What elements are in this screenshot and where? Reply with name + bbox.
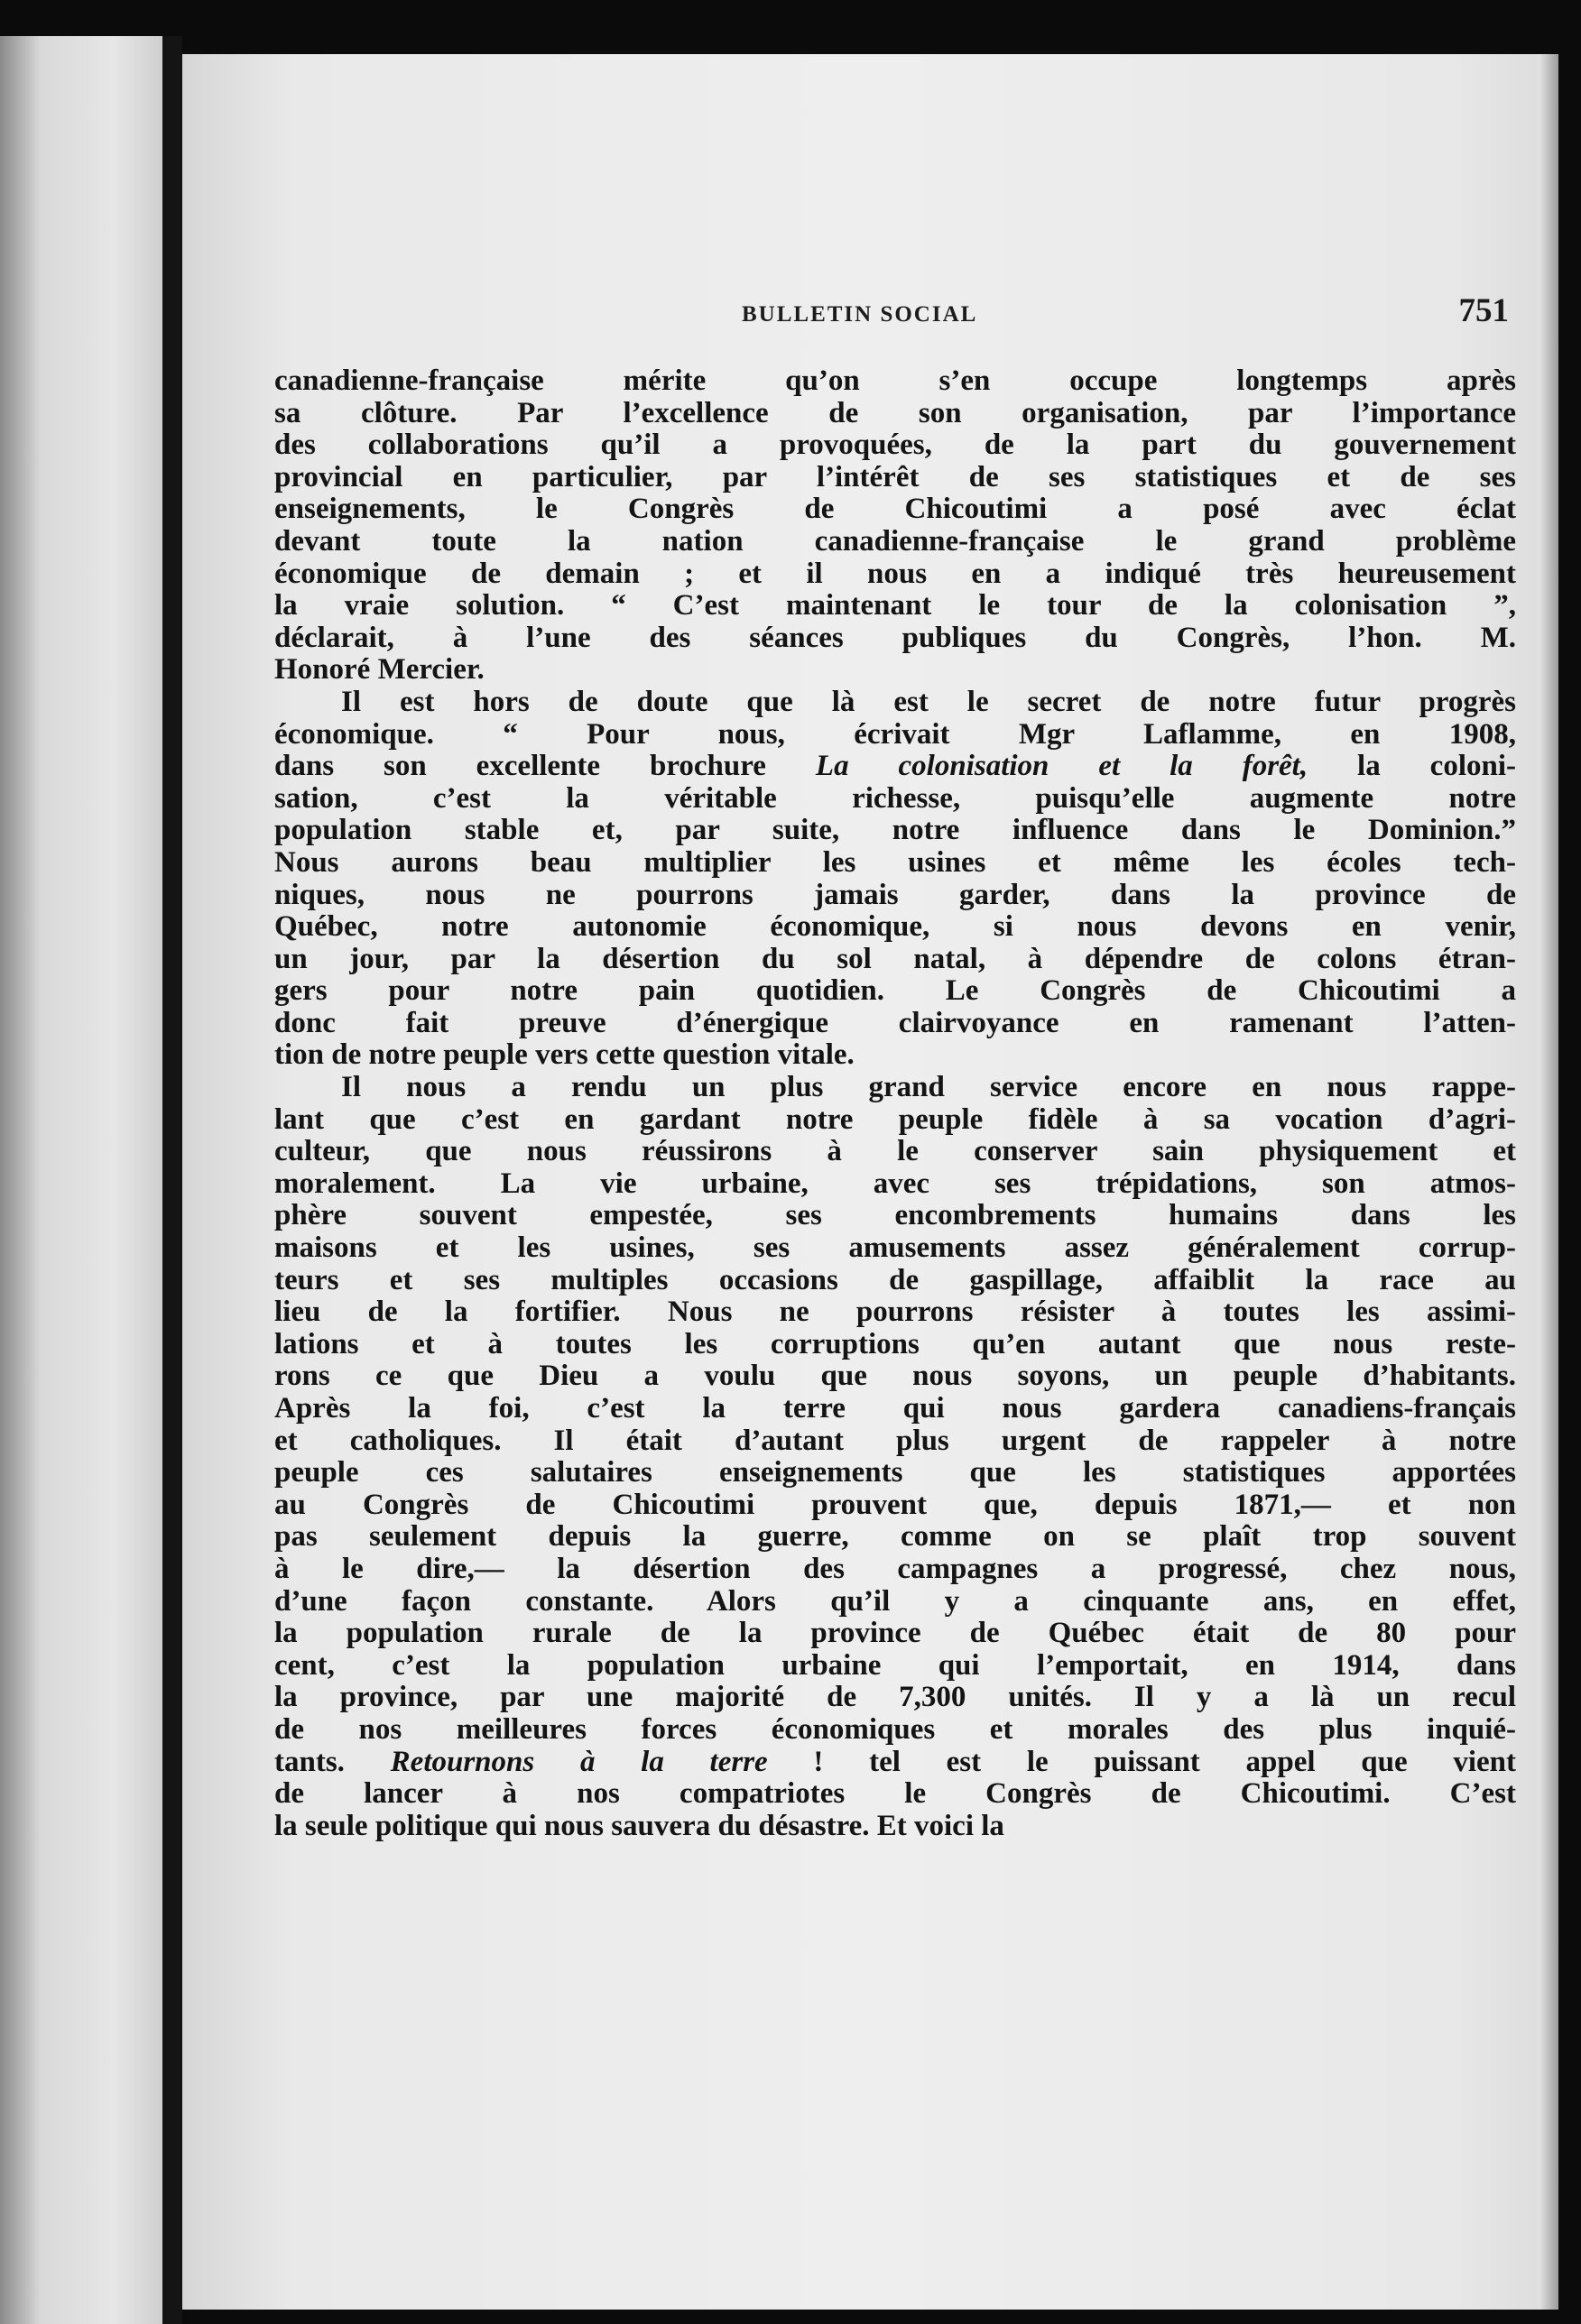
text-line: devant toute la nation canadienne-française le grand problème [274, 525, 1516, 558]
body-text [274, 365, 1516, 1842]
text-line: canadienne-française mérite qu’on s’en occupe longtemps après [274, 365, 1516, 397]
text-line: la vraie solution. “ C’est maintenant le tour de la colonisation ”, [274, 590, 1516, 622]
text-line: niques, nous ne pourrons jamais garder, dans la province de [274, 879, 1516, 911]
text-line: provincial en particulier, par l’intérêt de ses statistiques et de ses [274, 461, 1516, 493]
text-line: gers pour notre pain quotidien. Le Congrès de Chicoutimi a [274, 975, 1516, 1008]
page-right-edge [1539, 54, 1558, 2310]
text-line: maisons et les usines, ses amusements assez généralement corrup- [274, 1232, 1516, 1265]
text-line: dans son excellente brochure La colonisation et la forêt, la coloni- [274, 751, 1516, 783]
text-line: sation, c’est la véritable richesse, puisqu’elle augmente notre [274, 782, 1516, 815]
text-line: sa clôture. Par l’excellence de son organisation, par l’importance [274, 397, 1516, 429]
text-line: peuple ces salutaires enseignements que les statistiques apportées [274, 1457, 1516, 1489]
text-line: culteur, que nous réussirons à le conserver sain physiquement et [274, 1136, 1516, 1168]
text-line: la seule politique qui nous sauvera du désastre. Et voici la [274, 1810, 1004, 1842]
text-line: lieu de la fortifier. Nous ne pourrons résister à toutes les assimi- [274, 1296, 1516, 1329]
text-line: Il est hors de doute que là est le secret de notre futur progrès [341, 686, 1516, 718]
adjacent-page-edge [0, 36, 162, 2324]
text-line: Après la foi, c’est la terre qui nous gardera canadiens-français [274, 1393, 1516, 1425]
text-line: donc fait preuve d’énergique clairvoyance en ramenant l’atten- [274, 1007, 1516, 1039]
gutter-shadow [162, 36, 182, 2324]
text-line: à le dire,— la désertion des campagnes a progressé, chez nous, [274, 1553, 1516, 1585]
text-line: Il nous a rendu un plus grand service encore en nous rappe- [341, 1072, 1516, 1104]
text-line: Québec, notre autonomie économique, si nous devons en venir, [274, 911, 1516, 944]
text-line: tants. Retournons à la terre ! tel est le puissant appel que vient [274, 1746, 1516, 1778]
text-line: d’une façon constante. Alors qu’il y a cinquante ans, en effet, [274, 1585, 1516, 1618]
text-line: pas seulement depuis la guerre, comme on se plaît trop souvent [274, 1521, 1516, 1554]
text-line: économique. “ Pour nous, écrivait Mgr Laflamme, en 1908, [274, 718, 1516, 751]
text-line: économique de demain ; et il nous en a indiqué très heureusement [274, 558, 1516, 590]
text-line: de lancer à nos compatriotes le Congrès de Chicoutimi. C’est [274, 1778, 1516, 1811]
text-line: au Congrès de Chicoutimi prouvent que, depuis 1871,— et non [274, 1489, 1516, 1521]
text-line: et catholiques. Il était d’autant plus urgent de rappeler à notre [274, 1425, 1516, 1457]
page-number: 751 [1458, 292, 1509, 329]
text-line: déclarait, à l’une des séances publiques du Congrès, l’hon. M. [274, 622, 1516, 654]
text-line: tion de notre peuple vers cette question vitale. [274, 1039, 855, 1072]
text-line: cent, c’est la population urbaine qui l’emportait, en 1914, dans [274, 1649, 1516, 1682]
running-header [273, 284, 1518, 347]
text-line: la population rurale de la province de Québec était de 80 pour [274, 1618, 1516, 1650]
text-line: enseignements, le Congrès de Chicoutimi a posé avec éclat [274, 493, 1516, 526]
text-line: la province, par une majorité de 7,300 unités. Il y a là un recul [274, 1682, 1516, 1714]
text-line: teurs et ses multiples occasions de gaspillage, affaiblit la race au [274, 1264, 1516, 1296]
text-line: moralement. La vie urbaine, avec ses trépidations, son atmos- [274, 1167, 1516, 1200]
text-line: lations et à toutes les corruptions qu’en autant que nous reste- [274, 1328, 1516, 1360]
text-line: population stable et, par suite, notre influence dans le Dominion.” [274, 815, 1516, 847]
text-line: Honoré Mercier. [274, 654, 485, 687]
text-line: Nous aurons beau multiplier les usines et même les écoles tech- [274, 846, 1516, 879]
text-line: rons ce que Dieu a voulu que nous soyons, un peuple d’habitants. [274, 1360, 1516, 1393]
text-line: un jour, par la désertion du sol natal, à dépendre de colons étran- [274, 943, 1516, 975]
text-line: de nos meilleures forces économiques et morales des plus inquié- [274, 1713, 1516, 1746]
text-line: des collaborations qu’il a provoquées, de la part du gouvernement [274, 429, 1516, 462]
scanned-page [182, 54, 1558, 2310]
text-line: phère souvent empestée, ses encombrements humains dans les [274, 1200, 1516, 1232]
running-title: BULLETIN SOCIAL [742, 302, 978, 327]
text-line: lant que c’est en gardant notre peuple fidèle à sa vocation d’agri- [274, 1103, 1516, 1136]
